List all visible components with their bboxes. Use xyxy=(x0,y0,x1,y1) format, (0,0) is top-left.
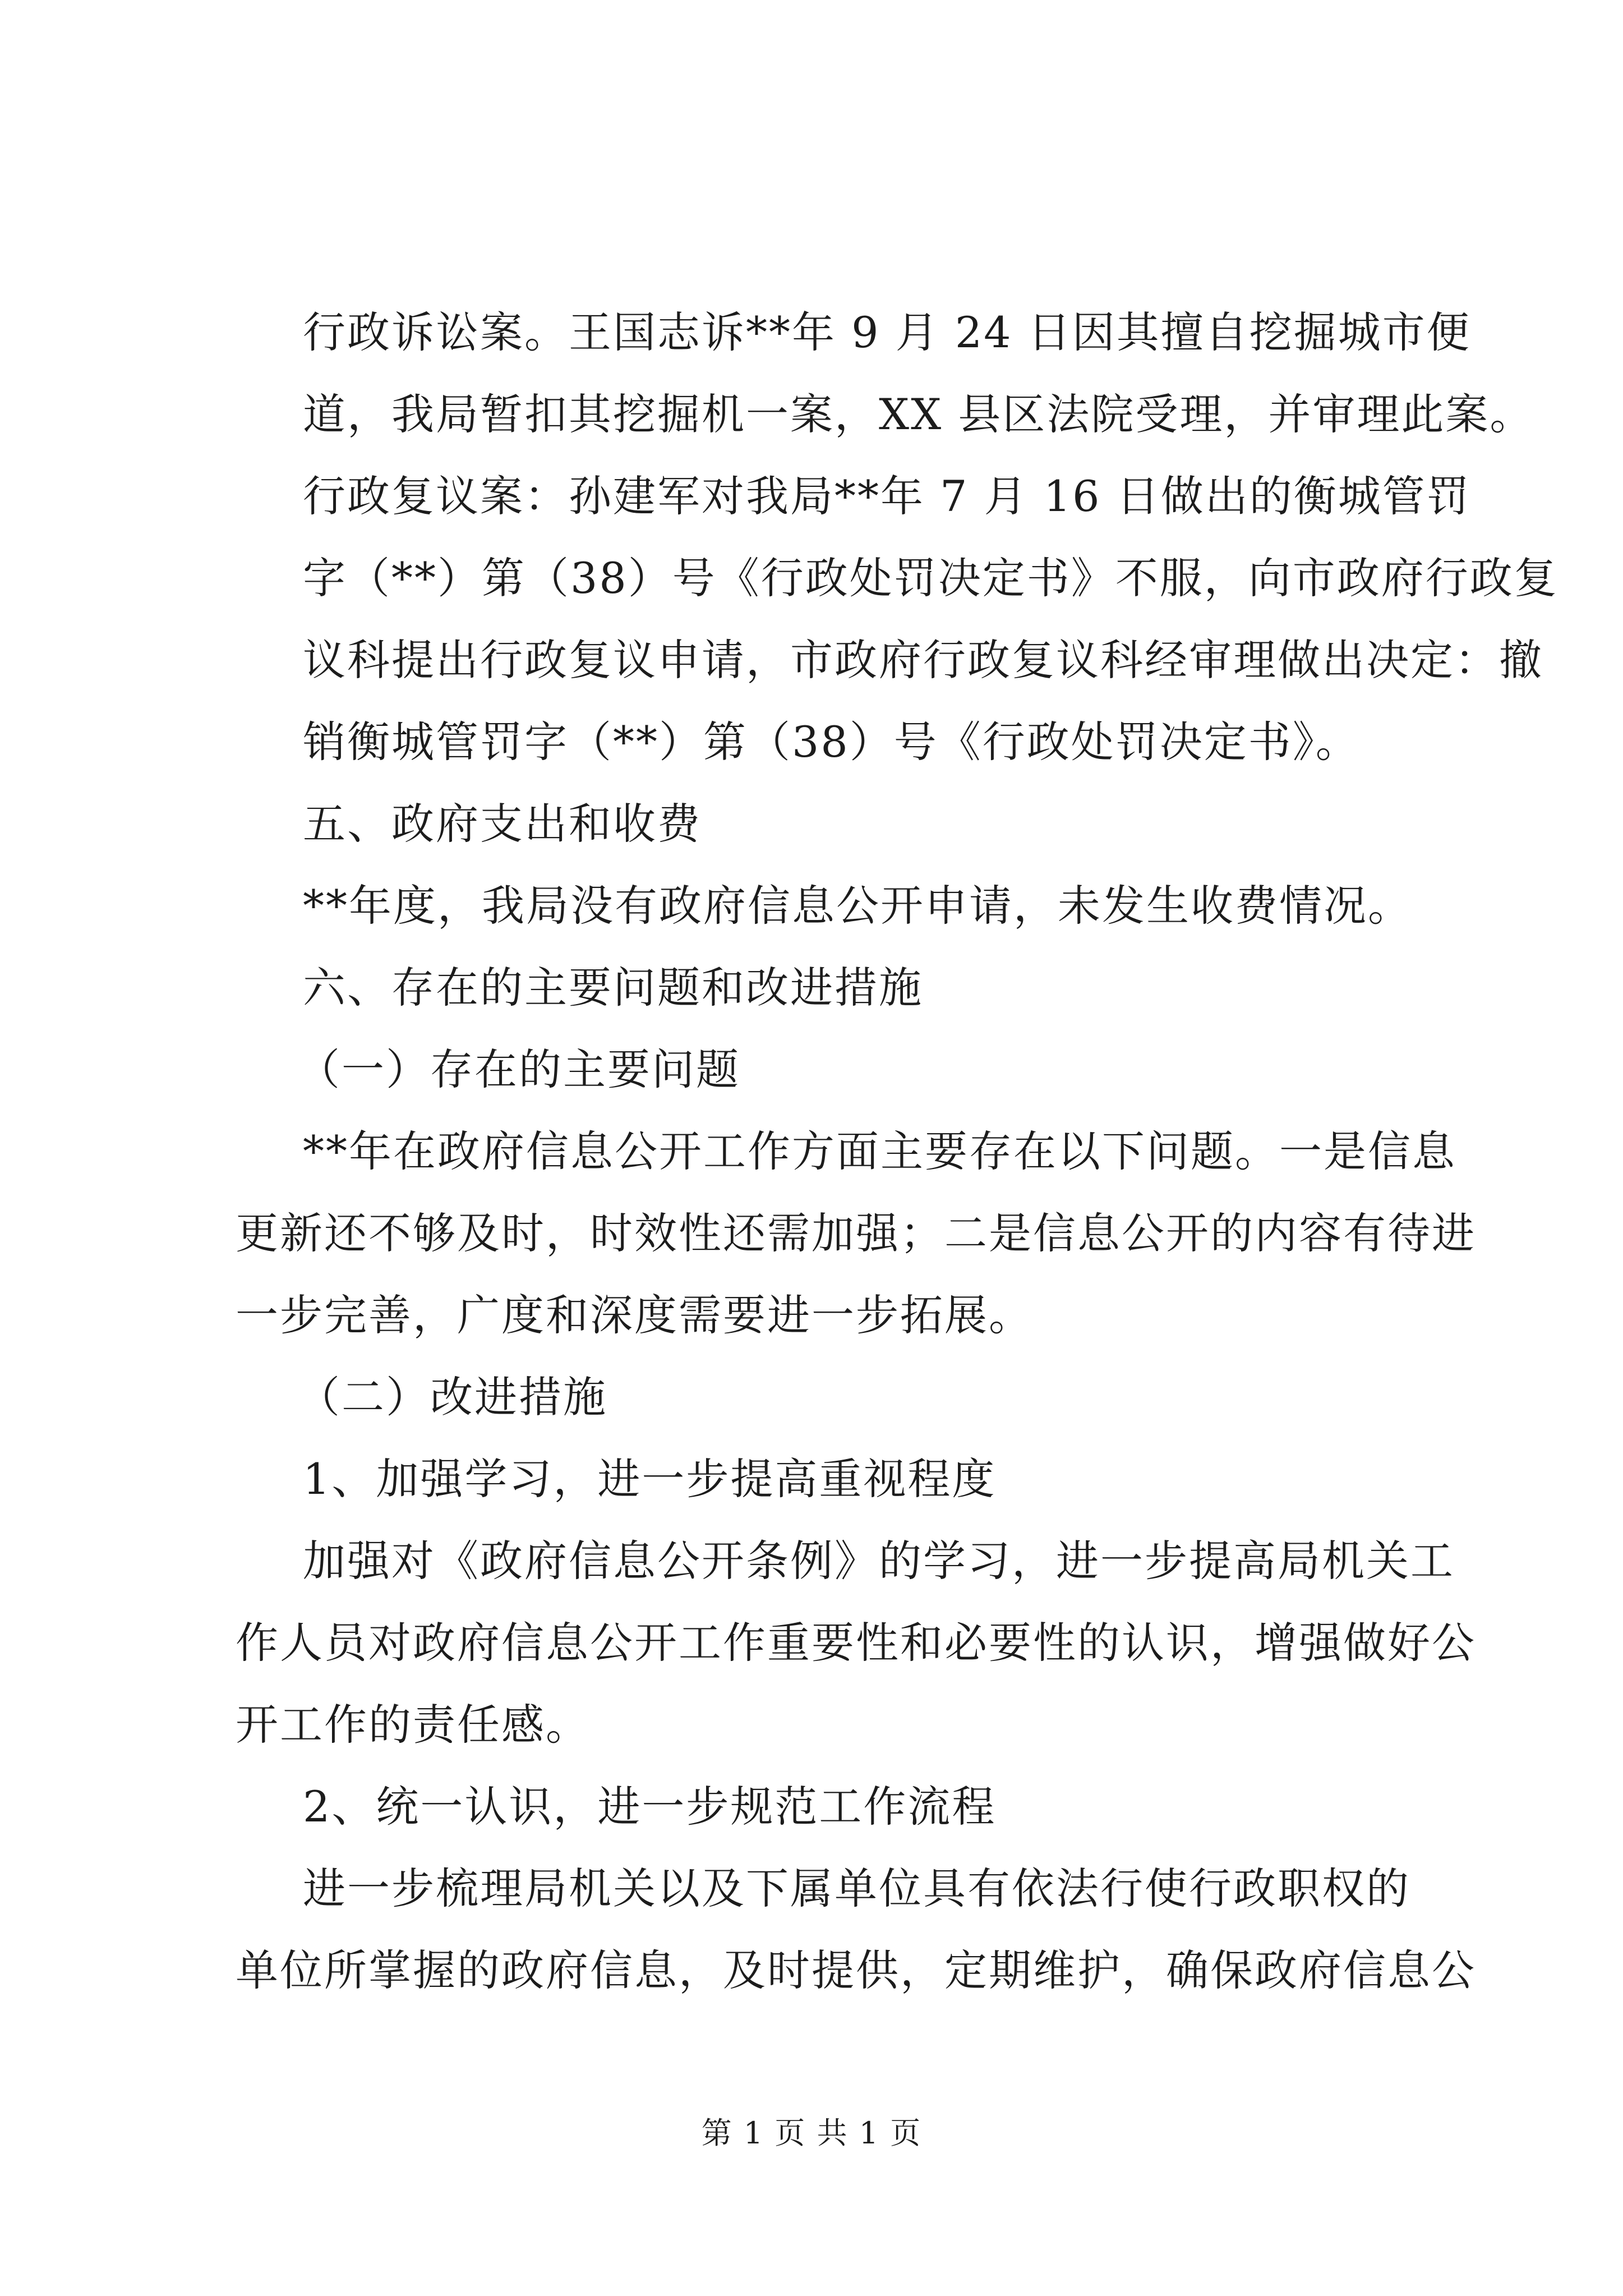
line-18: 开工作的责任感。 xyxy=(236,1700,590,1750)
item-2-heading: 2、统一认识，进一步规范工作流程 xyxy=(303,1782,997,1832)
line-1: 行政诉讼案。王国志诉**年 9 月 24 日因其擅自挖掘城市便 xyxy=(303,307,1471,357)
line-3: 行政复议案：孙建军对我局**年 7 月 16 日做出的衡城管罚 xyxy=(303,471,1471,521)
line-12: 更新还不够及时，时效性还需加强；二是信息公开的内容有待进 xyxy=(236,1208,1476,1258)
line-2: 道，我局暂扣其挖掘机一案，XX 县区法院受理，并审理此案。 xyxy=(303,389,1534,439)
item-1-heading: 1、加强学习，进一步提高重视程度 xyxy=(303,1454,997,1504)
heading-section-6: 六、存在的主要问题和改进措施 xyxy=(303,963,923,1013)
subheading-measures: （二）改进措施 xyxy=(297,1372,607,1422)
line-20: 进一步梳理局机关以及下属单位具有依法行使行政职权的 xyxy=(303,1864,1410,1913)
line-5: 议科提出行政复议申请，市政府行政复议科经审理做出决定：撤 xyxy=(303,635,1543,685)
line-11: **年在政府信息公开工作方面主要存在以下问题。一是信息 xyxy=(303,1126,1456,1176)
document-body xyxy=(236,292,1559,2012)
page-footer xyxy=(0,2109,1623,2152)
line-8: **年度，我局没有政府信息公开申请，未发生收费情况。 xyxy=(303,881,1412,931)
line-17: 作人员对政府信息公开工作重要性和必要性的认识，增强做好公 xyxy=(236,1618,1476,1668)
subheading-problems: （一）存在的主要问题 xyxy=(297,1045,740,1094)
heading-section-5: 五、政府支出和收费 xyxy=(303,799,702,849)
line-6: 销衡城管罚字（**）第（38）号《行政处罚决定书》。 xyxy=(303,717,1360,767)
line-13: 一步完善，广度和深度需要进一步拓展。 xyxy=(236,1290,1033,1340)
line-4: 字（**）第（38）号《行政处罚决定书》不服，向市政府行政复 xyxy=(303,553,1559,603)
page-number-label: 第 1 页 共 1 页 xyxy=(701,2115,922,2151)
line-16: 加强对《政府信息公开条例》的学习，进一步提高局机关工 xyxy=(303,1536,1455,1586)
line-21: 单位所掌握的政府信息，及时提供，定期维护，确保政府信息公 xyxy=(236,1945,1476,1995)
